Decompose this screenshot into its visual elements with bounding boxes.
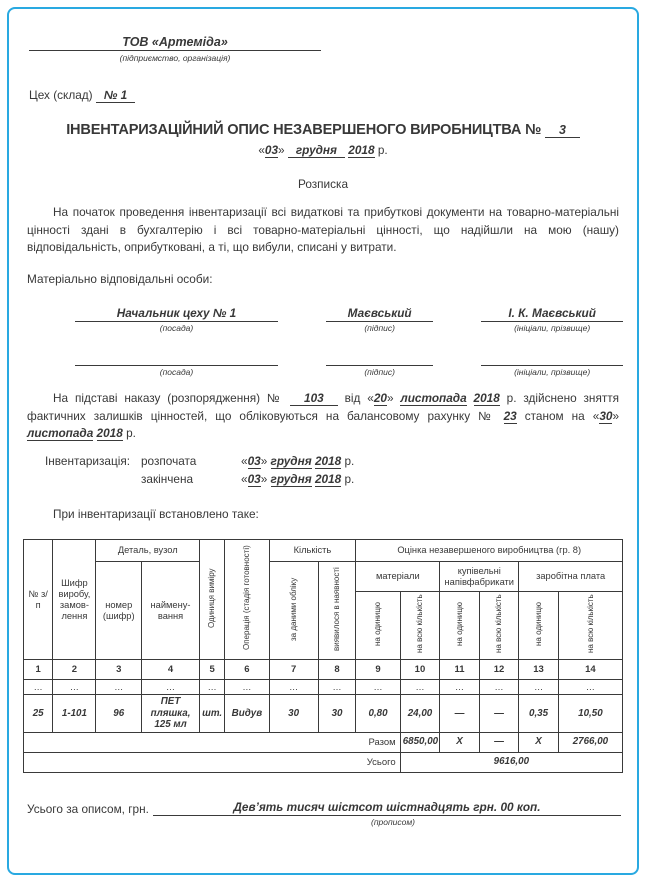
col-number-cell: 6 bbox=[225, 660, 269, 680]
ellipsis-cell: … bbox=[519, 680, 559, 695]
th-qty-actual-label: виявилося в наявності bbox=[332, 567, 342, 652]
col-number-cell: 2 bbox=[53, 660, 96, 680]
signature-row bbox=[75, 350, 623, 377]
doc-date-year: 2018 bbox=[348, 143, 375, 157]
quote-open: « bbox=[241, 472, 248, 487]
receipt-heading: Розписка bbox=[297, 177, 349, 191]
quote-open: « bbox=[592, 408, 600, 423]
th-materials-group: матеріали bbox=[356, 562, 440, 592]
data-cell-qty-actual: 30 bbox=[318, 695, 356, 733]
initials-caption: (ініціали, прізвище) bbox=[514, 367, 591, 378]
th-qty-record-label: за даними обліку bbox=[288, 577, 298, 641]
order-number: 103 bbox=[290, 391, 338, 406]
workshop-label: Цех (склад) bbox=[29, 88, 93, 102]
started-day: 03 bbox=[247, 454, 261, 469]
workshop-value: № 1 bbox=[96, 88, 135, 103]
started-year: 2018 bbox=[314, 454, 342, 469]
order-text: від bbox=[344, 391, 361, 406]
position-caption: (посада) bbox=[159, 367, 194, 378]
th-per-all-label: на всю кількість bbox=[415, 594, 425, 654]
quote-close: » bbox=[612, 408, 620, 423]
data-cell-no: 25 bbox=[24, 695, 53, 733]
subtotal-sal-all: 2766,00 bbox=[558, 732, 622, 752]
th-per-all bbox=[558, 592, 622, 660]
col-number-cell: 8 bbox=[318, 660, 356, 680]
position-caption: (посада) bbox=[159, 323, 194, 334]
receipt-body: На початок проведення інвентаризації всі видаткові та прибуткові документи на товарно-матеріальні цінності здані в бухгалтерію і всі товарно-матеріальні цінності, що надійшли на мою (нашу) відповідальність, оприбутковані, а ті, що вибули, списані у витрати. bbox=[27, 205, 619, 255]
th-per-all bbox=[400, 592, 440, 660]
total-value: 9616,00 bbox=[400, 752, 622, 772]
quote-close: » bbox=[278, 143, 285, 157]
total-row bbox=[24, 752, 623, 772]
ellipsis-cell: … bbox=[53, 680, 96, 695]
data-cell-operation: Видув bbox=[225, 695, 269, 733]
signature-value bbox=[326, 350, 433, 366]
signature-caption: (підпис) bbox=[364, 367, 395, 378]
signature-column bbox=[326, 350, 433, 377]
table-intro: При інвентаризації встановлено таке: bbox=[53, 507, 259, 522]
order-text: р. здійснено зняття фактичних залишків цінностей, що обліковуються на балансовому рахунку № bbox=[27, 391, 620, 423]
th-operation-label: Операція (стадія готовності) bbox=[242, 545, 252, 651]
position-value bbox=[75, 350, 278, 366]
th-per-unit-label: на одиницю bbox=[454, 602, 464, 647]
ellipsis-cell: … bbox=[141, 680, 199, 695]
th-semi-group: купівельні напівфабрикати bbox=[440, 562, 519, 592]
order-account: 23 bbox=[503, 408, 517, 423]
spacer bbox=[45, 472, 141, 486]
col-number-cell: 13 bbox=[519, 660, 559, 680]
finished-day: 03 bbox=[247, 472, 261, 487]
subtotal-label: Разом bbox=[24, 732, 401, 752]
order-asof-year: 2018 bbox=[96, 426, 123, 441]
subtotal-semi-all: — bbox=[479, 732, 519, 752]
responsible-heading: Матеріально відповідальні особи: bbox=[27, 272, 213, 287]
doc-date bbox=[23, 143, 623, 157]
order-asof-month: листопада bbox=[27, 426, 94, 441]
inventory-table bbox=[23, 539, 623, 773]
inventory-started-date bbox=[241, 454, 354, 468]
quote-open: « bbox=[367, 391, 374, 406]
col-number-cell: 9 bbox=[356, 660, 400, 680]
ellipsis-cell: … bbox=[440, 680, 480, 695]
company-block bbox=[29, 35, 321, 63]
ellipsis-cell: … bbox=[318, 680, 356, 695]
th-detail-group: Деталь, вузол bbox=[96, 540, 200, 562]
doc-date-day: 03 bbox=[264, 143, 279, 157]
initials-column bbox=[481, 350, 623, 377]
ellipsis-cell: … bbox=[269, 680, 318, 695]
data-cell-sal-unit: 0,35 bbox=[519, 695, 559, 733]
footer-total-words: Дев’ять тисяч шістсот шістнадцять грн. 00 коп. bbox=[153, 800, 621, 816]
order-text: станом на bbox=[524, 408, 585, 423]
total-label: Усього bbox=[24, 752, 401, 772]
data-cell-name: ПЕТ пляшка, 125 мл bbox=[141, 695, 199, 733]
ellipsis-cell: … bbox=[225, 680, 269, 695]
ellipsis-cell: … bbox=[400, 680, 440, 695]
th-per-all-label: на всю кількість bbox=[494, 594, 504, 654]
initials-column bbox=[481, 306, 623, 333]
th-operation bbox=[225, 540, 269, 660]
ellipsis-row bbox=[24, 680, 623, 695]
col-number-cell: 14 bbox=[558, 660, 622, 680]
signature-row bbox=[75, 306, 623, 333]
th-per-all bbox=[479, 592, 519, 660]
inventory-finished-label: закінчена bbox=[141, 472, 194, 487]
th-per-unit bbox=[519, 592, 559, 660]
footer-caption: (прописом) bbox=[370, 816, 415, 827]
th-unit bbox=[200, 540, 225, 660]
order-text: На підставі наказу (розпорядження) № bbox=[53, 391, 284, 406]
finished-year: 2018 bbox=[314, 472, 342, 487]
order-text: р. bbox=[126, 426, 136, 441]
quote-close: » bbox=[386, 391, 394, 406]
inventory-finished-line bbox=[45, 472, 623, 486]
inventory-started-line bbox=[45, 454, 623, 468]
finished-month: грудня bbox=[270, 472, 312, 487]
signature-caption: (підпис) bbox=[364, 323, 395, 334]
subtotal-mat-all: 6850,00 bbox=[400, 732, 440, 752]
column-number-row bbox=[24, 660, 623, 680]
subtotal-semi-unit: X bbox=[440, 732, 480, 752]
order-paragraph bbox=[27, 390, 619, 443]
signature-value: Маєвський bbox=[326, 306, 433, 322]
doc-number: 3 bbox=[545, 123, 580, 138]
year-suffix: р. bbox=[377, 143, 388, 157]
ellipsis-cell: … bbox=[24, 680, 53, 695]
th-name: наймену-вання bbox=[141, 562, 199, 660]
doc-date-month: грудня bbox=[288, 143, 345, 158]
th-code: Шифр виробу, замов-лення bbox=[53, 540, 96, 660]
th-per-all-label: на всю кількість bbox=[585, 594, 595, 654]
th-salary-group: заробітна плата bbox=[519, 562, 623, 592]
ellipsis-cell: … bbox=[356, 680, 400, 695]
started-month: грудня bbox=[270, 454, 312, 469]
th-eval-group: Оцінка незавершеного виробництва (гр. 8) bbox=[356, 540, 623, 562]
order-from-month: листопада bbox=[400, 391, 467, 406]
th-per-unit bbox=[356, 592, 400, 660]
order-from-year: 2018 bbox=[473, 391, 500, 406]
data-cell-unit: шт. bbox=[200, 695, 225, 733]
col-number-cell: 4 bbox=[141, 660, 199, 680]
th-no: № з/п bbox=[24, 540, 53, 660]
footer-total-line bbox=[27, 800, 621, 816]
ellipsis-cell: … bbox=[479, 680, 519, 695]
col-number-cell: 11 bbox=[440, 660, 480, 680]
inventory-label: Інвентаризація: bbox=[45, 454, 130, 469]
data-cell-code: 1-101 bbox=[53, 695, 96, 733]
year-suffix: р. bbox=[344, 454, 355, 469]
col-number-cell: 3 bbox=[96, 660, 142, 680]
company-caption: (підприємство, організація) bbox=[119, 53, 231, 63]
data-cell-semi-unit: — bbox=[440, 695, 480, 733]
position-column bbox=[75, 350, 278, 377]
th-per-unit bbox=[440, 592, 480, 660]
th-number: номер (шифр) bbox=[96, 562, 142, 660]
ellipsis-cell: … bbox=[96, 680, 142, 695]
ellipsis-cell: … bbox=[558, 680, 622, 695]
page-frame bbox=[7, 7, 639, 875]
quote-close: » bbox=[260, 454, 268, 469]
data-row bbox=[24, 695, 623, 733]
quote-open: « bbox=[258, 143, 265, 157]
ellipsis-cell: … bbox=[200, 680, 225, 695]
company-name: ТОВ «Артеміда» bbox=[29, 35, 321, 51]
quote-close: » bbox=[260, 472, 268, 487]
subtotal-sal-unit: X bbox=[519, 732, 559, 752]
quote-open: « bbox=[241, 454, 248, 469]
doc-title bbox=[23, 122, 623, 138]
initials-caption: (ініціали, прізвище) bbox=[514, 323, 591, 334]
th-per-unit-label: на одиницю bbox=[373, 602, 383, 647]
col-number-cell: 7 bbox=[269, 660, 318, 680]
col-number-cell: 5 bbox=[200, 660, 225, 680]
position-column bbox=[75, 306, 278, 333]
signature-column bbox=[326, 306, 433, 333]
inventory-started-label: розпочата bbox=[141, 454, 197, 469]
footer-label: Усього за описом, грн. bbox=[27, 801, 149, 816]
th-qty-record bbox=[269, 562, 318, 660]
col-number-cell: 12 bbox=[479, 660, 519, 680]
th-qty-actual bbox=[318, 562, 356, 660]
data-cell-mat-unit: 0,80 bbox=[356, 695, 400, 733]
th-per-unit-label: на одиницю bbox=[533, 602, 543, 647]
data-cell-mat-all: 24,00 bbox=[400, 695, 440, 733]
data-cell-semi-all: — bbox=[479, 695, 519, 733]
doc-title-text: ІНВЕНТАРИЗАЦІЙНИЙ ОПИС НЕЗАВЕРШЕНОГО ВИРОБНИЦТВА № bbox=[66, 122, 542, 138]
order-asof-day: 30 bbox=[599, 408, 613, 423]
col-number-cell: 10 bbox=[400, 660, 440, 680]
year-suffix: р. bbox=[344, 472, 355, 487]
th-qty-group: Кількість bbox=[269, 540, 356, 562]
position-value: Начальник цеху № 1 bbox=[75, 306, 278, 322]
order-from-day: 20 bbox=[373, 391, 387, 406]
initials-value bbox=[481, 350, 623, 366]
workshop-line bbox=[29, 88, 623, 102]
inventory-finished-date bbox=[241, 472, 354, 486]
subtotal-row bbox=[24, 732, 623, 752]
data-cell-qty-record: 30 bbox=[269, 695, 318, 733]
th-unit-label: Одиниця виміру bbox=[207, 568, 217, 628]
initials-value: І. К. Маєвський bbox=[481, 306, 623, 322]
data-cell-sal-all: 10,50 bbox=[558, 695, 622, 733]
col-number-cell: 1 bbox=[24, 660, 53, 680]
data-cell-number: 96 bbox=[96, 695, 142, 733]
